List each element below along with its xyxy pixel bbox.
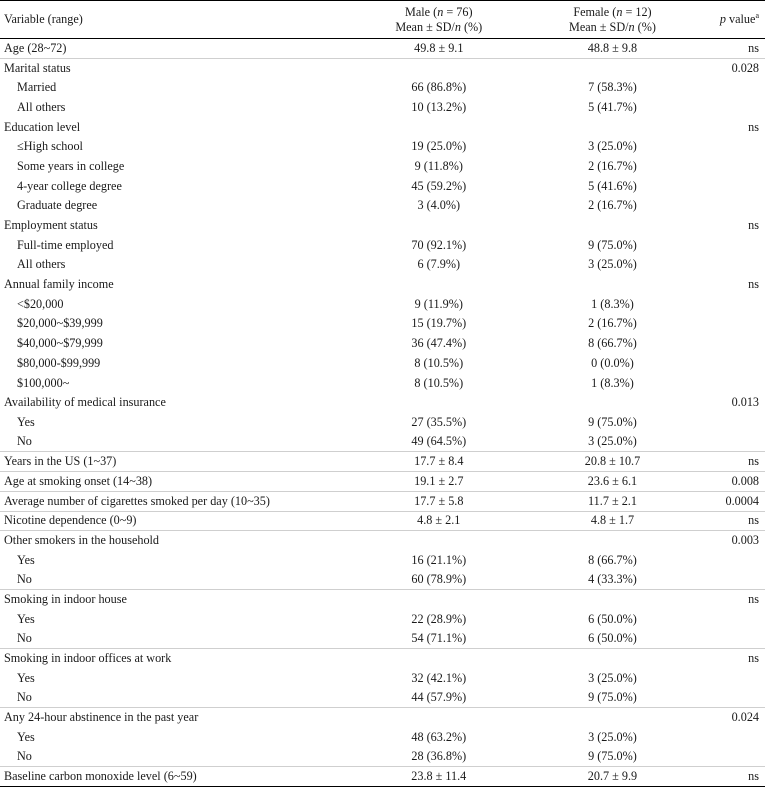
row-male-value: 22 (28.9%): [411, 611, 467, 626]
row-label: Age at smoking onset (14~38): [0, 472, 340, 492]
row-p-value: [688, 373, 765, 393]
row-male-value: 60 (78.9%): [340, 570, 537, 590]
table-row: [0, 669, 765, 689]
row-female-value: 5 (41.6%): [588, 178, 637, 193]
row-label: <$20,000: [17, 296, 64, 311]
row-label: No: [0, 570, 340, 590]
row-p-value: [688, 669, 765, 689]
row-male-value: 17.7 ± 8.4: [340, 452, 537, 472]
row-female-value: 20.7 ± 9.9: [537, 767, 688, 787]
row-label: No: [0, 688, 340, 708]
row-male-value: 6 (7.9%): [417, 257, 461, 272]
header-female-stat-post: (%): [634, 19, 656, 34]
row-label: All others: [17, 257, 66, 272]
table-row: [0, 688, 765, 708]
row-female-value: 0 (0.0%): [591, 355, 634, 370]
row-female-value: 1 (8.3%): [591, 296, 634, 311]
row-female-value: 3 (25.0%): [588, 729, 637, 744]
row-label: Yes: [17, 552, 35, 567]
row-label: Yes: [17, 729, 35, 744]
header-male-stat-pre: Mean ± SD/: [395, 19, 455, 34]
row-female-value: 2 (16.7%): [588, 158, 637, 173]
row-label: Graduate degree: [17, 198, 98, 213]
row-female-value: [537, 216, 688, 236]
table-row: [0, 235, 765, 255]
row-male-value: 19 (25.0%): [411, 139, 467, 154]
row-female-value: 6 (50.0%): [588, 611, 637, 626]
row-p-value: [688, 176, 765, 196]
row-label: Annual family income: [4, 277, 114, 292]
row-p-value: ns: [748, 119, 759, 134]
header-female-post: = 12): [622, 4, 652, 19]
row-label: Some years in college: [17, 158, 125, 173]
header-p-value: [688, 1, 765, 39]
header-variable: Variable (range): [0, 1, 340, 39]
row-female-value: [537, 590, 688, 610]
table-row: [0, 314, 765, 334]
row-p-value: ns: [688, 452, 765, 472]
table-header: [0, 1, 765, 39]
table-row: [0, 432, 765, 452]
table-row: [0, 649, 765, 669]
row-label: ≤High school: [17, 139, 83, 154]
row-p-value: ns: [688, 511, 765, 531]
row-label: All others: [17, 99, 66, 114]
row-female-value: [537, 531, 688, 551]
row-p-value: [688, 629, 765, 649]
row-female-value: 3 (25.0%): [537, 432, 688, 452]
table-row: [0, 216, 765, 236]
table-body: [0, 39, 765, 787]
row-male-value: 49.8 ± 9.1: [340, 39, 537, 59]
row-female-value: [537, 708, 688, 728]
table-row: [0, 550, 765, 570]
row-male-value: 28 (36.8%): [340, 747, 537, 767]
row-label: $100,000~: [17, 375, 70, 390]
row-female-value: 11.7 ± 2.1: [537, 491, 688, 511]
row-male-value: 17.7 ± 5.8: [340, 491, 537, 511]
row-label: Baseline carbon monoxide level (6~59): [0, 767, 340, 787]
row-female-value: 9 (75.0%): [537, 747, 688, 767]
row-p-value: [688, 334, 765, 354]
row-p-value: [688, 432, 765, 452]
table-row: [0, 196, 765, 216]
row-label: No: [0, 629, 340, 649]
table-row: [0, 629, 765, 649]
row-p-value: 0.013: [731, 395, 759, 410]
row-male-value: [340, 590, 537, 610]
table-row: [0, 570, 765, 590]
row-female-value: 48.8 ± 9.8: [537, 39, 688, 59]
row-female-value: [537, 58, 688, 78]
row-male-value: 45 (59.2%): [411, 178, 467, 193]
row-p-value: ns: [688, 767, 765, 787]
row-female-value: [537, 275, 688, 295]
header-female-line2: [541, 20, 684, 35]
row-label: No: [0, 432, 340, 452]
table-row: [0, 39, 765, 59]
row-p-value: ns: [748, 592, 759, 607]
row-label: Other smokers in the household: [4, 533, 160, 548]
row-female-value: 5 (41.7%): [588, 99, 637, 114]
row-label: No: [0, 747, 340, 767]
row-label: Full-time employed: [17, 237, 114, 252]
row-male-value: 32 (42.1%): [411, 670, 467, 685]
table-row: [0, 747, 765, 767]
table-row: [0, 275, 765, 295]
row-male-value: 49 (64.5%): [340, 432, 537, 452]
table-row: [0, 117, 765, 137]
table-row: [0, 452, 765, 472]
row-male-value: [340, 393, 537, 413]
row-male-value: [340, 117, 537, 137]
row-male-value: [340, 708, 537, 728]
row-p-value: ns: [688, 39, 765, 59]
header-male: [340, 1, 537, 39]
row-male-value: 10 (13.2%): [411, 99, 467, 114]
row-p-value: [688, 78, 765, 98]
row-p-value: [688, 609, 765, 629]
row-male-value: [340, 58, 537, 78]
row-label: $80,000-$99,999: [17, 355, 101, 370]
row-male-value: [340, 649, 537, 669]
row-male-value: 9 (11.8%): [414, 158, 463, 173]
row-p-value: [688, 728, 765, 748]
row-male-value: 19.1 ± 2.7: [340, 472, 537, 492]
row-female-value: 1 (8.3%): [591, 375, 634, 390]
table-row: [0, 590, 765, 610]
table-row: [0, 354, 765, 374]
table-row: [0, 708, 765, 728]
row-female-value: 3 (25.0%): [588, 670, 637, 685]
row-p-value: [688, 314, 765, 334]
row-female-value: 6 (50.0%): [537, 629, 688, 649]
row-p-value: [688, 354, 765, 374]
row-female-value: 20.8 ± 10.7: [537, 452, 688, 472]
table-row: [0, 58, 765, 78]
row-p-value: [688, 294, 765, 314]
header-female-n: n: [616, 4, 623, 19]
header-row: [0, 1, 765, 39]
table-row: [0, 531, 765, 551]
row-female-value: 8 (66.7%): [588, 336, 637, 351]
row-male-value: 8 (10.5%): [414, 355, 464, 370]
row-p-value: 0.024: [731, 710, 759, 725]
row-label: Availability of medical insurance: [4, 395, 166, 410]
row-male-value: 9 (11.9%): [414, 296, 463, 311]
row-p-value: [688, 413, 765, 433]
row-p-value: [688, 137, 765, 157]
row-p-value: [688, 157, 765, 177]
row-label: Education level: [4, 119, 81, 134]
row-male-value: 3 (4.0%): [417, 198, 461, 213]
row-male-value: 15 (19.7%): [411, 316, 467, 331]
row-p-value: ns: [748, 218, 759, 233]
row-label: Smoking in indoor offices at work: [4, 651, 172, 666]
row-p-value: ns: [748, 277, 759, 292]
row-male-value: [340, 531, 537, 551]
table-row: [0, 294, 765, 314]
row-label: Employment status: [4, 218, 98, 233]
row-male-value: 66 (86.8%): [411, 80, 467, 95]
row-female-value: [537, 649, 688, 669]
row-female-value: 2 (16.7%): [588, 316, 637, 331]
row-p-value: [688, 98, 765, 118]
row-male-value: 16 (21.1%): [411, 552, 467, 567]
row-p-value: [688, 570, 765, 590]
row-label: Years in the US (1~37): [0, 452, 340, 472]
row-label: Marital status: [4, 60, 71, 75]
row-female-value: 4 (33.3%): [537, 570, 688, 590]
row-male-value: 54 (71.1%): [340, 629, 537, 649]
header-male-line1: [344, 5, 533, 20]
table-row: [0, 413, 765, 433]
row-label: Yes: [17, 670, 35, 685]
table-row: [0, 728, 765, 748]
row-male-value: [340, 216, 537, 236]
row-label: Yes: [17, 611, 35, 626]
table-row: [0, 511, 765, 531]
row-female-value: 2 (16.7%): [588, 198, 637, 213]
row-male-value: 36 (47.4%): [411, 336, 467, 351]
row-p-value: 0.008: [688, 472, 765, 492]
row-label: Smoking in indoor house: [4, 592, 127, 607]
row-male-value: 23.8 ± 11.4: [340, 767, 537, 787]
row-p-value: ns: [748, 651, 759, 666]
header-female-stat-pre: Mean ± SD/: [569, 19, 629, 34]
row-label: Nicotine dependence (0~9): [0, 511, 340, 531]
row-label: $40,000~$79,999: [17, 336, 103, 351]
row-p-value: 0.003: [731, 533, 759, 548]
table-row: [0, 491, 765, 511]
row-male-value: 48 (63.2%): [411, 729, 467, 744]
header-p-italic: p: [719, 12, 726, 26]
row-p-value: [688, 688, 765, 708]
header-p-sup: a: [755, 10, 759, 20]
table-row: [0, 137, 765, 157]
header-male-post: = 76): [443, 4, 473, 19]
header-female-pre: Female (: [573, 4, 617, 19]
row-label: Yes: [17, 414, 35, 429]
header-male-line2: [344, 20, 533, 35]
row-female-value: 9 (75.0%): [588, 237, 637, 252]
row-female-value: 8 (66.7%): [588, 552, 637, 567]
row-p-value: 0.0004: [688, 491, 765, 511]
row-female-value: [537, 117, 688, 137]
row-p-value: [688, 550, 765, 570]
row-p-value: [688, 196, 765, 216]
header-female: [537, 1, 688, 39]
header-male-stat-post: (%): [460, 19, 483, 34]
header-female-stat-n: n: [628, 19, 635, 34]
row-male-value: [340, 275, 537, 295]
row-p-value: [688, 255, 765, 275]
table-row: [0, 98, 765, 118]
row-female-value: 4.8 ± 1.7: [537, 511, 688, 531]
table-row: [0, 373, 765, 393]
row-p-value: [688, 747, 765, 767]
row-female-value: 9 (75.0%): [588, 414, 637, 429]
table-row: [0, 78, 765, 98]
table-row: [0, 255, 765, 275]
header-male-n: n: [437, 4, 444, 19]
table-row: [0, 472, 765, 492]
row-female-value: 23.6 ± 6.1: [537, 472, 688, 492]
header-male-stat-n: n: [454, 19, 461, 34]
row-label: Any 24-hour abstinence in the past year: [4, 710, 199, 725]
table-row: [0, 157, 765, 177]
table-row: [0, 609, 765, 629]
row-p-value: [688, 235, 765, 255]
header-p-rest: value: [725, 12, 756, 26]
table-row: [0, 334, 765, 354]
table-row: [0, 393, 765, 413]
row-female-value: 3 (25.0%): [588, 139, 637, 154]
row-female-value: 7 (58.3%): [588, 80, 637, 95]
row-male-value: 4.8 ± 2.1: [340, 511, 537, 531]
row-male-value: 27 (35.5%): [411, 414, 467, 429]
row-male-value: 70 (92.1%): [411, 237, 467, 252]
row-label: 4-year college degree: [17, 178, 122, 193]
row-male-value: 44 (57.9%): [340, 688, 537, 708]
row-label: Average number of cigarettes smoked per day (10~35): [0, 491, 340, 511]
row-label: Married: [17, 80, 57, 95]
header-male-pre: Male (: [405, 4, 438, 19]
table-row: [0, 176, 765, 196]
header-female-line1: [541, 5, 684, 20]
row-female-value: [537, 393, 688, 413]
row-label: $20,000~$39,999: [17, 316, 103, 331]
table-row: [0, 767, 765, 787]
row-p-value: 0.028: [731, 60, 759, 75]
row-label: Age (28~72): [0, 39, 340, 59]
row-female-value: 9 (75.0%): [537, 688, 688, 708]
row-male-value: 8 (10.5%): [414, 375, 464, 390]
row-female-value: 3 (25.0%): [588, 257, 637, 272]
